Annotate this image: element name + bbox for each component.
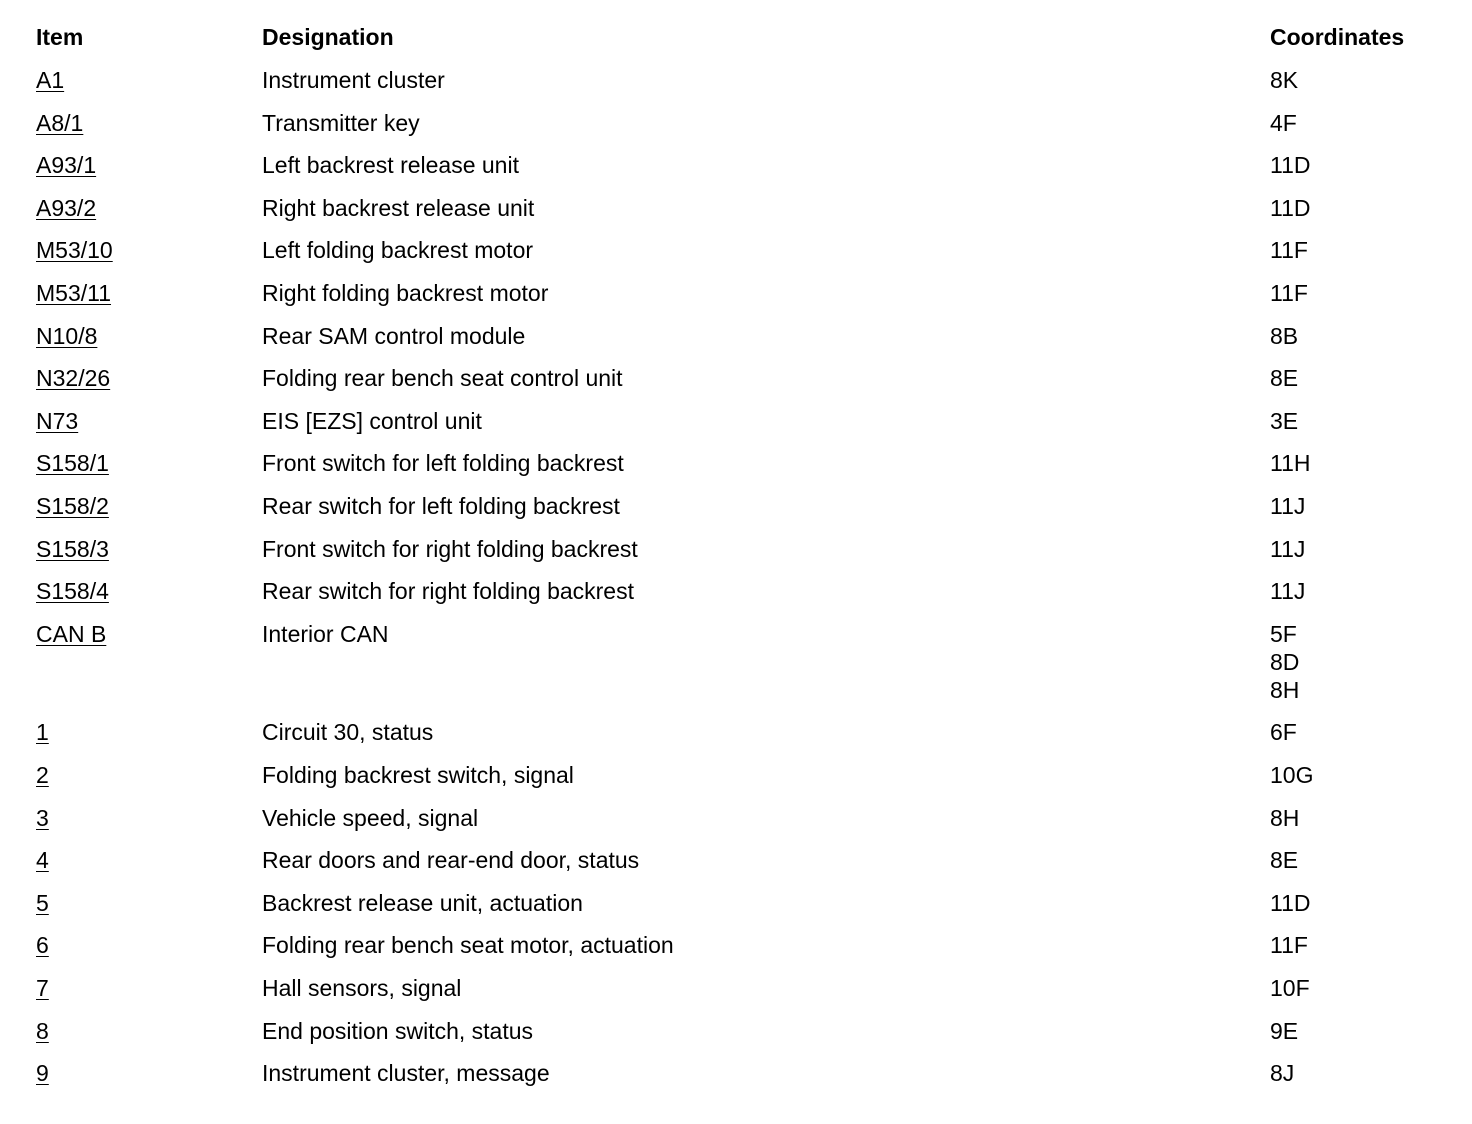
coordinates-cell: [1270, 109, 1297, 137]
designation-text: Rear switch for left folding backrest: [262, 493, 620, 519]
coordinate-value: 11J: [1270, 493, 1306, 519]
coordinates-cell: [1270, 236, 1308, 264]
coordinates-cell: [1270, 535, 1305, 563]
header-item: Item: [36, 24, 84, 50]
item-link[interactable]: 6: [36, 932, 49, 959]
coordinates-cell: [1270, 407, 1298, 435]
designation-text: Right folding backrest motor: [262, 280, 549, 306]
item-link[interactable]: S158/3: [36, 535, 109, 562]
designation-text: Transmitter key: [262, 109, 420, 136]
designation-text: Instrument cluster, message: [262, 1060, 550, 1087]
item-link[interactable]: A93/2: [36, 194, 97, 221]
coordinates-cell: [1270, 279, 1308, 307]
coordinates-cell: [1270, 1059, 1294, 1087]
coordinate-value: 8E: [1270, 365, 1299, 392]
coordinate-value: 8E: [1270, 847, 1299, 874]
coordinates-cell: [1270, 364, 1298, 392]
coordinate-value: 8J: [1270, 1060, 1295, 1087]
item-link[interactable]: 7: [36, 975, 49, 1001]
coordinate-value: 4F: [1270, 109, 1297, 136]
item-link[interactable]: M53/10: [36, 237, 113, 264]
coordinate-value: 11D: [1270, 194, 1311, 221]
coordinate-value: 10G: [1270, 762, 1314, 788]
designation-text: Front switch for left folding backrest: [262, 450, 624, 477]
coordinate-value: 8B: [1270, 322, 1299, 349]
designation-text: Folding backrest switch, signal: [262, 762, 574, 788]
item-link[interactable]: A1: [36, 67, 65, 93]
designation-text: End position switch, status: [262, 1017, 534, 1044]
designation-text: Instrument cluster: [262, 67, 445, 93]
coordinate-value: 11J: [1270, 535, 1306, 562]
coordinate-value: 11J: [1270, 578, 1306, 605]
designation-text: Left folding backrest motor: [262, 237, 534, 264]
coordinates-cell: [1270, 194, 1311, 222]
coordinate-value: 5F: [1270, 620, 1297, 647]
item-link[interactable]: A93/1: [36, 152, 97, 179]
coordinate-value: 11H: [1270, 450, 1311, 477]
coordinate-value: 11F: [1270, 237, 1308, 264]
coordinates-cell: [1270, 66, 1298, 94]
designation-text: EIS [EZS] control unit: [262, 407, 482, 434]
coordinates-cell: [1270, 718, 1297, 746]
item-link[interactable]: CAN B: [36, 620, 107, 647]
item-link[interactable]: 8: [36, 1017, 49, 1044]
item-link[interactable]: 1: [36, 719, 49, 746]
coordinate-value: 10F: [1270, 975, 1310, 1001]
coordinate-value: 3E: [1270, 407, 1299, 434]
coordinates-cell: [1270, 761, 1313, 789]
designation-text: Hall sensors, signal: [262, 975, 462, 1001]
item-link[interactable]: N32/26: [36, 365, 111, 392]
designation-text: Circuit 30, status: [262, 719, 434, 746]
coordinate-value: 8H: [1270, 676, 1300, 703]
designation-text: Right backrest release unit: [262, 194, 535, 221]
designation-text: Vehicle speed, signal: [262, 804, 479, 831]
coordinates-cell: [1270, 804, 1299, 832]
coordinate-value: 11D: [1270, 152, 1311, 179]
designation-text: Rear SAM control module: [262, 322, 526, 349]
designation-text: Left backrest release unit: [262, 152, 519, 179]
designation-text: Rear switch for right folding backrest: [262, 578, 634, 605]
coordinates-cell: [1270, 1017, 1298, 1045]
item-link[interactable]: 9: [36, 1060, 49, 1087]
coordinates-cell: [1270, 889, 1311, 917]
designation-text: Backrest release unit, actuation: [262, 889, 583, 916]
item-link[interactable]: N10/8: [36, 322, 98, 349]
item-link[interactable]: 2: [36, 762, 49, 788]
coordinates-cell: [1270, 449, 1311, 477]
coordinates-cell: [1270, 322, 1298, 350]
coordinate-value: 8K: [1270, 67, 1299, 93]
coordinate-value: 8D: [1270, 648, 1300, 675]
designation-text: Rear doors and rear-end door, status: [262, 847, 640, 874]
designation-text: Front switch for right folding backrest: [262, 535, 638, 562]
item-link[interactable]: 5: [36, 889, 49, 916]
designation-text: Folding rear bench seat control unit: [262, 365, 623, 392]
coordinate-value: 9E: [1270, 1017, 1299, 1044]
coordinates-cell: [1270, 577, 1305, 605]
header-designation: Designation: [262, 24, 394, 50]
item-link[interactable]: 3: [36, 804, 49, 831]
coordinates-cell: [1270, 974, 1310, 1002]
item-link[interactable]: S158/4: [36, 578, 109, 605]
coordinate-value: 8H: [1270, 804, 1300, 831]
header-coordinates: Coordinates: [1270, 24, 1405, 50]
coordinate-value: 11F: [1270, 280, 1308, 306]
item-link[interactable]: M53/11: [36, 280, 112, 306]
item-link[interactable]: N73: [36, 407, 79, 434]
coordinates-cell: [1270, 151, 1311, 179]
coordinate-value: 11F: [1270, 932, 1308, 959]
item-link[interactable]: S158/2: [36, 493, 109, 519]
coordinates-cell: [1270, 846, 1298, 874]
item-link[interactable]: S158/1: [36, 450, 109, 477]
item-link[interactable]: 4: [36, 847, 49, 874]
designation-text: Interior CAN: [262, 620, 389, 647]
item-link[interactable]: A8/1: [36, 109, 84, 136]
coordinates-cell: [1270, 931, 1308, 959]
coordinates-cell: [1270, 492, 1305, 520]
coordinate-value: 11D: [1270, 889, 1311, 916]
coordinates-cell: [1270, 620, 1299, 704]
coordinate-value: 6F: [1270, 719, 1297, 746]
designation-text: Folding rear bench seat motor, actuation: [262, 932, 674, 959]
